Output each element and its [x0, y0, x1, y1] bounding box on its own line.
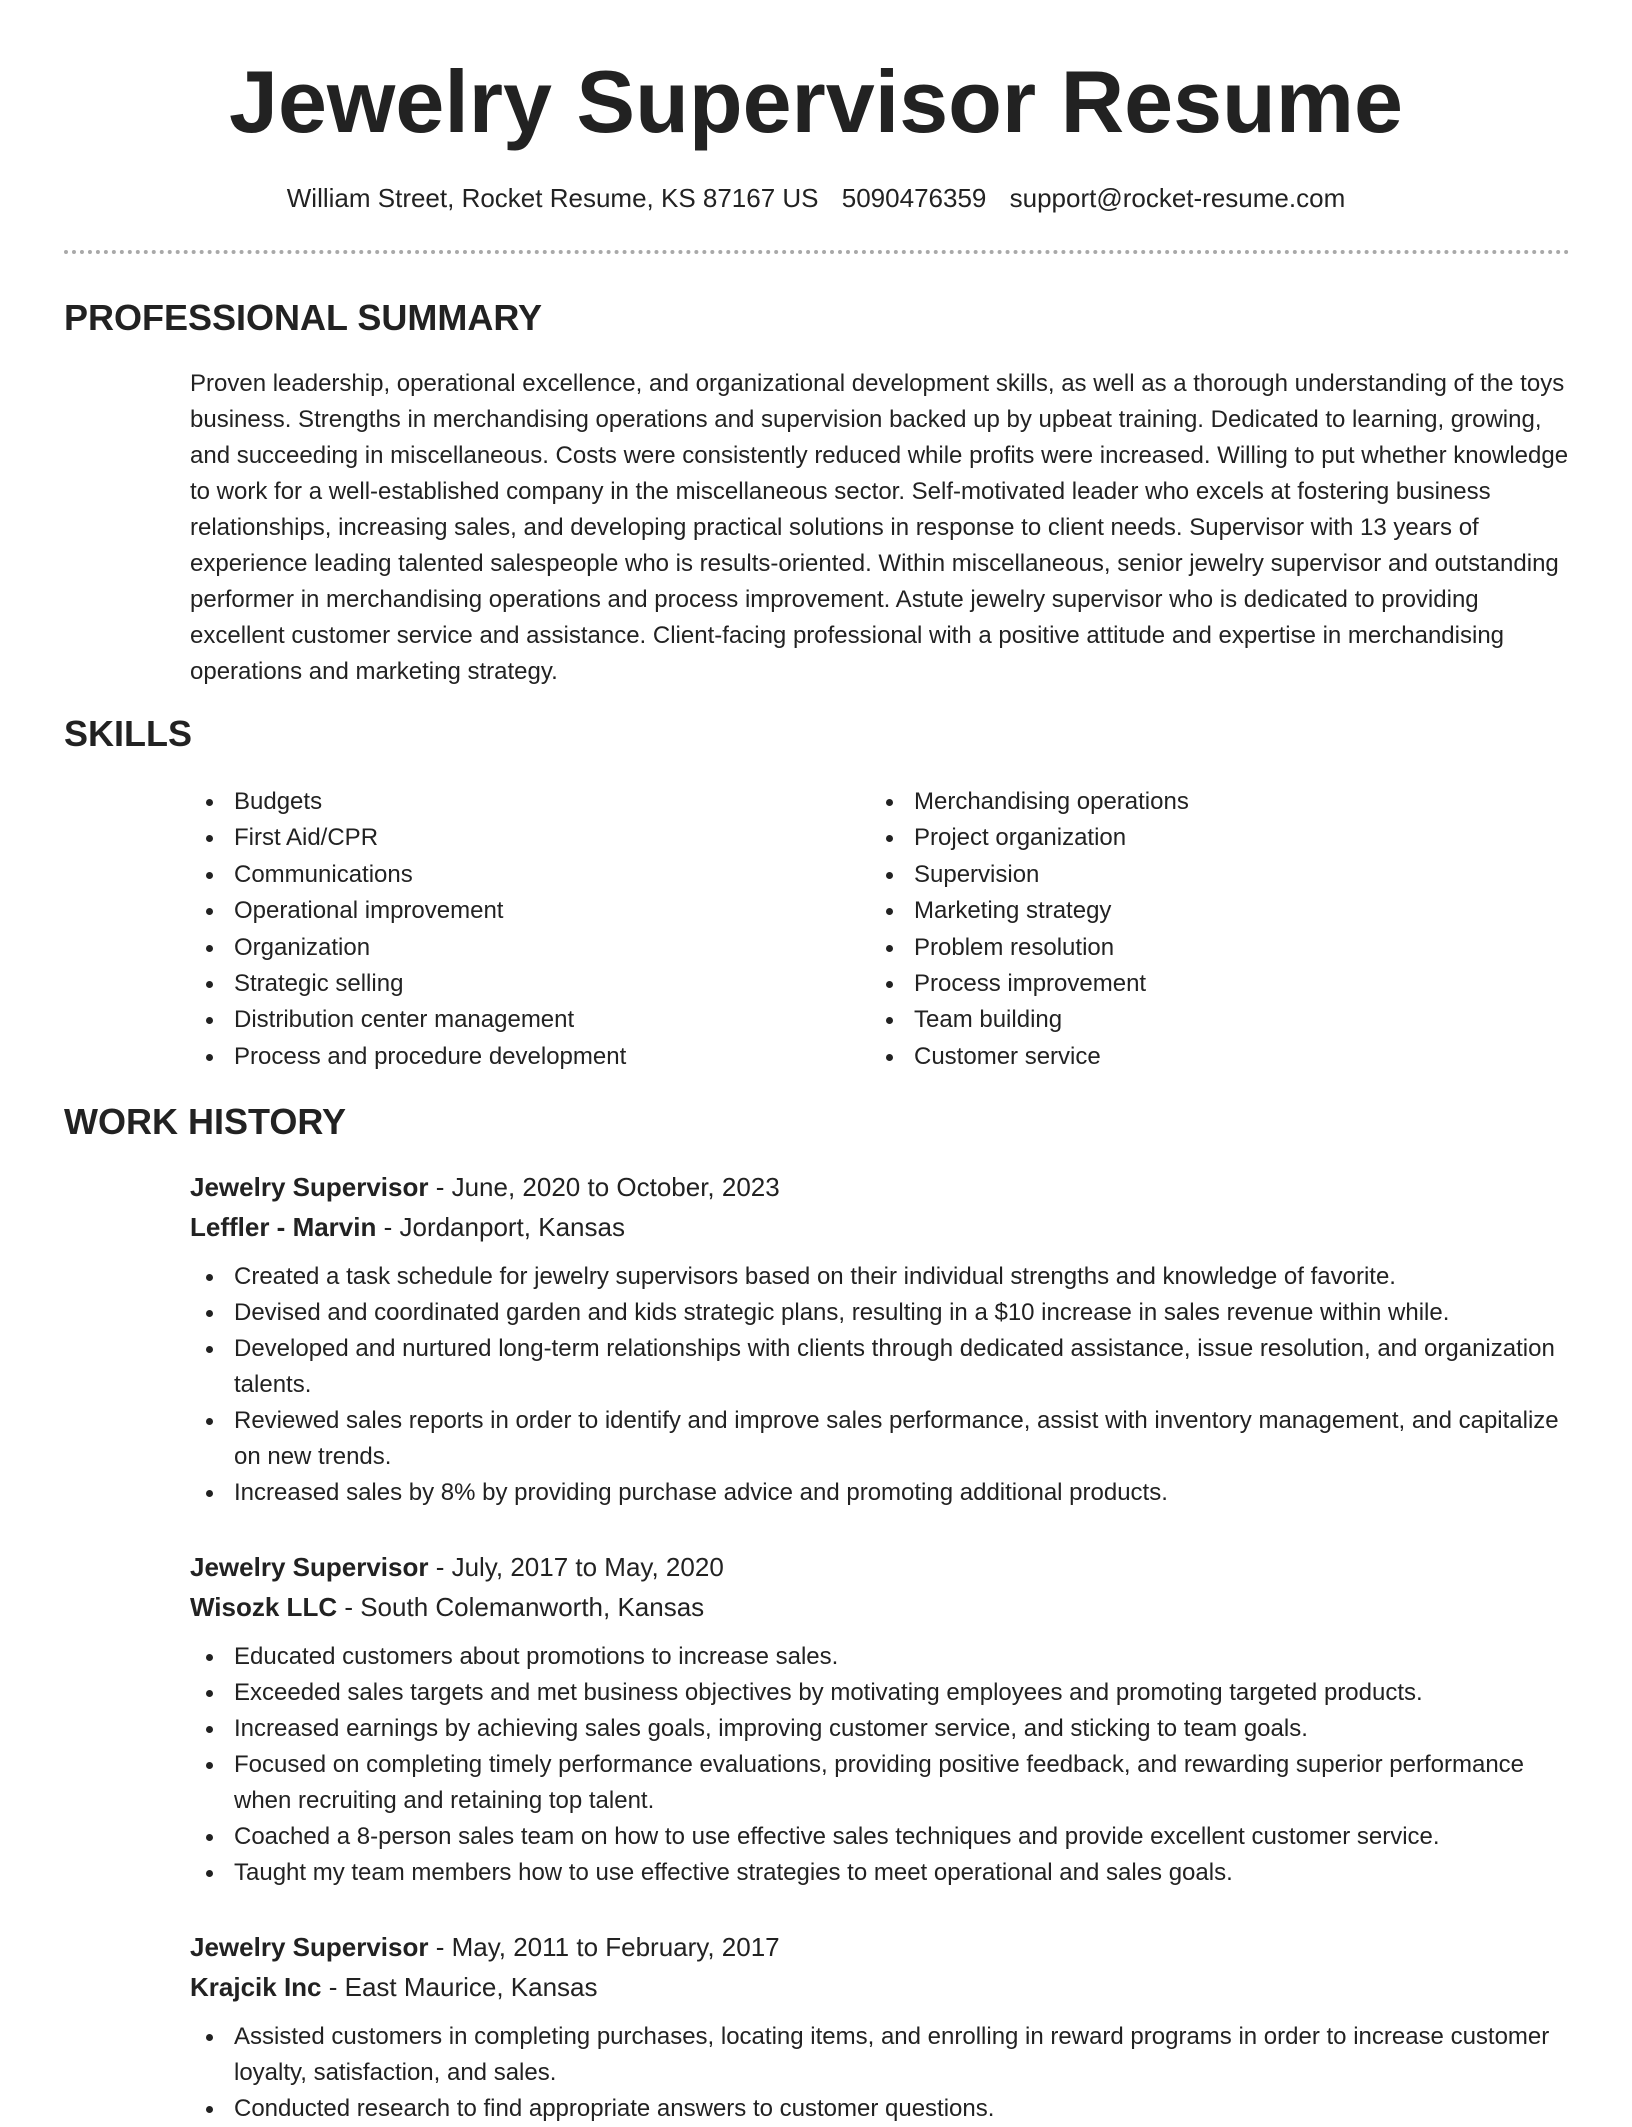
- job-bullet: Increased sales by 8% by providing purchase advice and promoting additional products.: [190, 1475, 1570, 1511]
- job-bullet: Educated customers about promotions to increase sales.: [190, 1639, 1570, 1675]
- job-location: - Jordanport, Kansas: [376, 1212, 625, 1242]
- page-title: Jewelry Supervisor Resume: [229, 52, 1403, 151]
- skill-item: Operational improvement: [190, 893, 850, 929]
- job-dates: - June, 2020 to October, 2023: [428, 1172, 780, 1202]
- work-history-heading: WORK HISTORY: [64, 1101, 347, 1142]
- skill-item: Process and procedure development: [190, 1039, 850, 1075]
- skills-column-right: [870, 784, 1530, 1075]
- job-title-line: [190, 1547, 1570, 1587]
- job-bullet: Created a task schedule for jewelry supervisors based on their individual strengths and knowledge of favorite.: [190, 1259, 1570, 1295]
- skill-item: First Aid/CPR: [190, 820, 850, 856]
- contact-email: support@rocket-resume.com: [1009, 183, 1346, 213]
- job-bullet: Conducted research to find appropriate answers to customer questions.: [190, 2091, 1570, 2127]
- skill-item: Merchandising operations: [870, 784, 1530, 820]
- job-title: Jewelry Supervisor: [190, 1172, 429, 1202]
- skill-item: Strategic selling: [190, 966, 850, 1002]
- job-company-line: [190, 1967, 1570, 2007]
- job-dates: - July, 2017 to May, 2020: [428, 1552, 724, 1582]
- skill-item: Communications: [190, 857, 850, 893]
- job-title: Jewelry Supervisor: [190, 1552, 429, 1582]
- skill-item: Customer service: [870, 1039, 1530, 1075]
- job-bullet: Devised and coordinated garden and kids strategic plans, resulting in a $10 increase in sales revenue within while.: [190, 1295, 1570, 1331]
- job-company-line: [190, 1587, 1570, 1627]
- skill-item: Budgets: [190, 784, 850, 820]
- skill-item: Team building: [870, 1002, 1530, 1038]
- job-bullet: Increased earnings by achieving sales goals, improving customer service, and sticking to team goals.: [190, 1711, 1570, 1747]
- job-company: Krajcik Inc: [190, 1972, 322, 2002]
- job-title: Jewelry Supervisor: [190, 1932, 429, 1962]
- contact-phone: 5090476359: [841, 183, 987, 213]
- job-bullet: Developed and nurtured long-term relationships with clients through dedicated assistance, issue resolution, and organization talents.: [190, 1331, 1570, 1403]
- contact-line: [0, 180, 1632, 216]
- job-entry: [190, 1547, 1570, 1891]
- skill-item: Distribution center management: [190, 1002, 850, 1038]
- skill-item: Organization: [190, 930, 850, 966]
- job-bullet: Coached a 8-person sales team on how to use effective sales techniques and provide excellent customer service.: [190, 1819, 1570, 1855]
- job-title-line: [190, 1927, 1570, 1967]
- job-bullet: Reviewed sales reports in order to identify and improve sales performance, assist with inventory management, and capitalize on new trends.: [190, 1403, 1570, 1475]
- job-company-line: [190, 1207, 1570, 1247]
- contact-address: William Street, Rocket Resume, KS 87167 US: [286, 183, 819, 213]
- summary-text: Proven leadership, operational excellence, and organizational development skills, as well as a thorough understanding of the toys business. Strengths in merchandising operations and supervision backed up by upbeat training. Dedicated to learning, growing, and succeeding in miscellaneous. Costs were consistently reduced while profits were increased. Willing to put whether knowledge to work for a well-established company in the miscellaneous sector. Self-motivated leader who excels at fostering business relationships, increasing sales, and developing practical solutions in response to client needs. Supervisor with 13 years of experience leading talented salespeople who is results-oriented. Within miscellaneous, senior jewelry supervisor and outstanding performer in merchandising operations and process improvement. Astute jewelry supervisor who is dedicated to providing excellent customer service and assistance. Client-facing professional with a positive attitude and expertise in merchandising operations and marketing strategy.: [190, 370, 1569, 685]
- skill-item: Project organization: [870, 820, 1530, 856]
- job-entry: [190, 1167, 1570, 1511]
- job-location: - East Maurice, Kansas: [321, 1972, 598, 2002]
- job-bullet: Focused on completing timely performance evaluations, providing positive feedback, and rewarding superior performance when recruiting and retaining top talent.: [190, 1747, 1570, 1819]
- skills-column-left: [190, 784, 850, 1075]
- job-company: Leffler - Marvin: [190, 1212, 377, 1242]
- job-entry: [190, 1927, 1570, 2127]
- job-bullet: Assisted customers in completing purchases, locating items, and enrolling in reward programs in order to increase customer loyalty, satisfaction, and sales.: [190, 2019, 1570, 2091]
- skill-item: Supervision: [870, 857, 1530, 893]
- job-bullets: [190, 2019, 1570, 2127]
- job-location: - South Colemanworth, Kansas: [337, 1592, 705, 1622]
- job-company: Wisozk LLC: [190, 1592, 338, 1622]
- job-bullets: [190, 1639, 1570, 1891]
- header-divider: [64, 250, 1570, 254]
- skill-item: Process improvement: [870, 966, 1530, 1002]
- skills-heading: SKILLS: [64, 713, 193, 754]
- job-dates: - May, 2011 to February, 2017: [428, 1932, 780, 1962]
- summary-heading: PROFESSIONAL SUMMARY: [64, 297, 543, 338]
- skill-item: Problem resolution: [870, 930, 1530, 966]
- job-bullet: Taught my team members how to use effective strategies to meet operational and sales goals.: [190, 1855, 1570, 1891]
- job-title-line: [190, 1167, 1570, 1207]
- job-bullet: Exceeded sales targets and met business objectives by motivating employees and promoting targeted products.: [190, 1675, 1570, 1711]
- skill-item: Marketing strategy: [870, 893, 1530, 929]
- job-bullets: [190, 1259, 1570, 1511]
